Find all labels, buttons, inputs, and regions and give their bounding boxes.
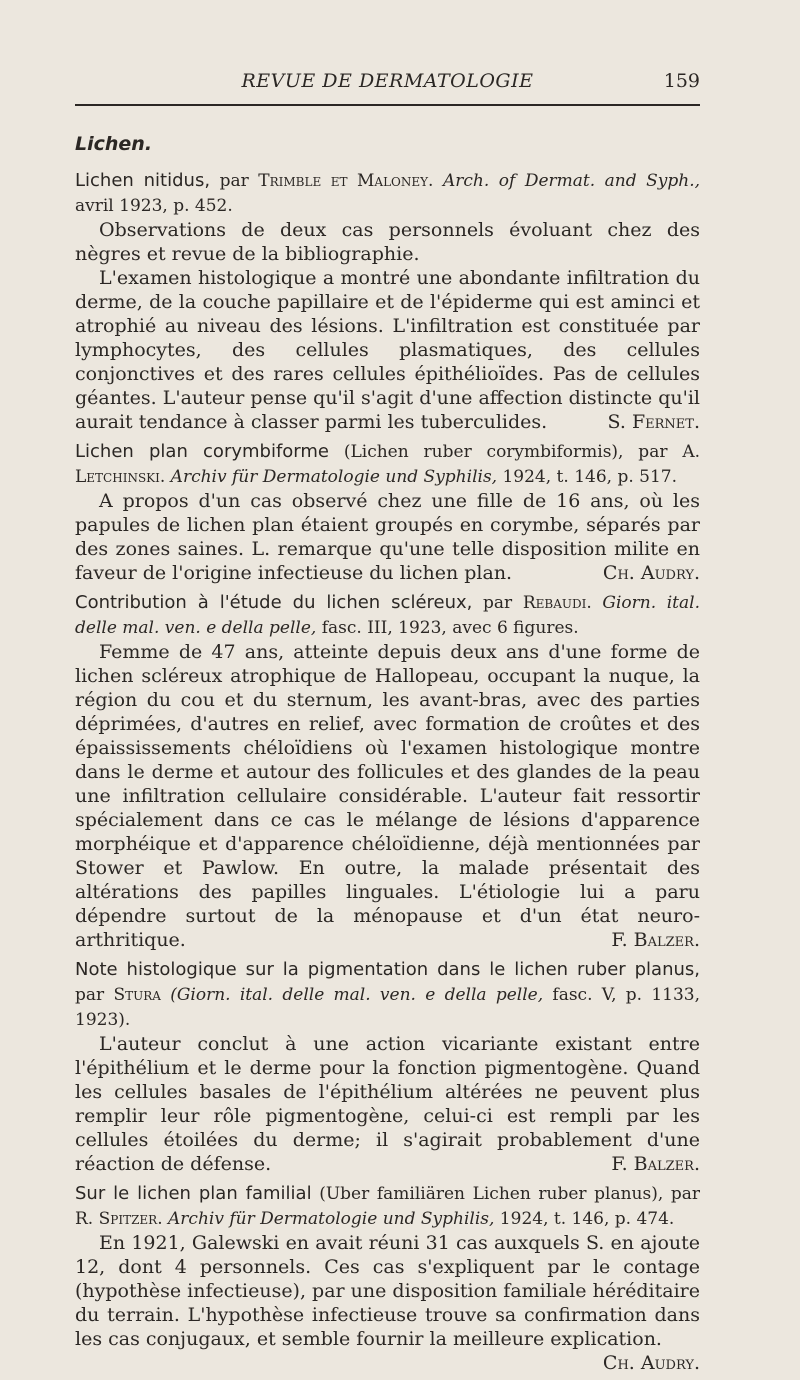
entry-heading <box>75 590 700 640</box>
journal-title: REVUE DE DERMATOLOGIE <box>241 70 534 92</box>
abstract-entry <box>75 590 700 952</box>
reviewer-signature: F. Balzer. <box>611 1153 700 1175</box>
entry-title: Note histologique sur la pigmentation dans le lichen ruber planus, <box>75 959 700 980</box>
abstract-entry <box>75 168 700 434</box>
citation-details: 1924, t. 146, p. 474. <box>494 1209 675 1229</box>
entry-paragraph-text: En 1921, Galewski en avait réuni 31 cas auxquels S. en ajoute 12, dont 4 personnels. Ces cas s'expliquent par le contage (hypothèse infectieuse), par une disposition familiale héréditaire du terrain. L'hypothèse infectieuse trouve sa confirmation dans les cas conjugaux, et semble fournir la meilleure explication. <box>75 1232 700 1350</box>
entry-heading <box>75 439 700 489</box>
citation-details: fasc. III, 1923, avec 6 figures. <box>316 618 579 638</box>
entry-authors: A. Letchinski. <box>75 442 700 487</box>
citation-prefix: (Uber familiären Lichen ruber planus), par <box>311 1184 700 1204</box>
entry-authors: Stura <box>113 985 161 1005</box>
entry-title: Lichen plan corymbiforme <box>75 441 329 462</box>
entry-paragraph-text: L'examen histologique a montré une abondante infiltration du derme, de la couche papillaire et de l'épiderme qui est aminci et atrophié au niveau des lésions. L'infiltration est constituée par lymphocytes, des cellules plasmatiques, des cellules conjonctives et des rares cellules épithélioïdes. Pas de cellules géantes. L'auteur pense qu'il s'agit d'une affection distincte qu'il aurait tendance à classer parmi les tuberculides. <box>75 267 700 433</box>
reviewer-signature: S. Fernet. <box>607 411 700 433</box>
entry-authors: R. Spitzer. <box>75 1209 163 1229</box>
entry-title: Lichen nitidus, <box>75 170 211 191</box>
citation-details: fasc. V, p. 1133, 1923). <box>75 985 700 1030</box>
entry-authors: Rebaudi. <box>522 593 592 613</box>
section-title: Lichen. <box>75 133 153 155</box>
running-header <box>75 70 700 96</box>
citation-details: avril 1923, p. 452. <box>75 196 233 216</box>
journal-name: Archiv für Dermatologie und Syphilis, <box>165 467 498 487</box>
reviewer-signature: Ch. Audry. <box>602 562 700 584</box>
page-body <box>75 132 700 1380</box>
entry-paragraph <box>75 1231 700 1374</box>
entry-authors: Trimble et Maloney. <box>258 171 434 191</box>
citation-prefix: par <box>210 171 259 191</box>
entry-paragraph <box>75 1032 700 1176</box>
header-rule <box>75 104 700 106</box>
journal-name: Archiv für Dermatologie und Syphilis, <box>162 1209 495 1229</box>
journal-name: Arch. of Dermat. and Syph., <box>433 171 701 191</box>
entry-paragraph: Observations de deux cas personnels évoluant chez des nègres et revue de la bibliographie. <box>75 219 700 265</box>
entry-title: Sur le lichen plan familial <box>75 1183 312 1204</box>
abstract-entry <box>75 1181 700 1375</box>
citation-prefix: (Lichen ruber corymbiformis), par <box>329 442 683 462</box>
reviewer-signature: F. Balzer. <box>611 929 700 951</box>
abstract-entry <box>75 957 700 1176</box>
entry-paragraph-text: A propos d'un cas observé chez une fille de 16 ans, où les papules de lichen plan étaient groupés en corymbe, séparés par des zones saines. L. remarque qu'une telle disposition milite en faveur de l'origine infectieuse du lichen plan. <box>75 490 700 584</box>
abstract-entry <box>75 439 700 585</box>
entry-heading <box>75 168 700 218</box>
entry-heading <box>75 1181 700 1231</box>
entry-heading <box>75 957 700 1032</box>
citation-prefix: par <box>75 985 114 1005</box>
reviewer-signature: Ch. Audry. <box>602 1352 700 1374</box>
journal-name: (Giorn. ital. delle mal. ven. e della pelle, <box>160 985 544 1005</box>
entry-title: Contribution à l'étude du lichen scléreux, <box>75 592 473 613</box>
citation-prefix: par <box>472 593 523 613</box>
entry-paragraph <box>75 266 700 434</box>
entry-paragraph-text: Femme de 47 ans, atteinte depuis deux ans d'une forme de lichen scléreux atrophique de Hallopeau, occupant la nuque, la région du cou et du sternum, les avant-bras, avec des parties déprimées, d'autres en relief, avec formation de croûtes et des épaississements chéloïdiens où l'examen histologique montre dans le derme et autour des follicules et des glandes de la peau une infiltration cellulaire considérable. L'auteur fait ressortir spécialement dans ce cas le mélange de lésions d'apparence morphéique et d'apparence chéloïdienne, déjà mentionnées par Stower et Pawlow. En outre, la malade présentait des altérations des papilles linguales. L'étiologie lui a paru dépendre surtout de la ménopause et d'un état neuro-arthritique. <box>75 641 700 951</box>
entry-paragraph <box>75 640 700 952</box>
entry-paragraph-text: L'auteur conclut à une action vicariante existant entre l'épithélium et le derme pour la fonction pigmentogène. Quand les cellules basales de l'épithélium altérées ne peuvent plus remplir leur rôle pigmentogène, celui-ci est rempli par les cellules étoilées du derme; il s'agirait probablement d'une réaction de défense. <box>75 1033 700 1175</box>
journal-name: Giorn. ital. delle mal. ven. e della pelle, <box>75 593 700 638</box>
page-number: 159 <box>663 70 700 92</box>
entry-paragraph <box>75 489 700 585</box>
citation-details: 1924, t. 146, p. 517. <box>497 467 677 487</box>
